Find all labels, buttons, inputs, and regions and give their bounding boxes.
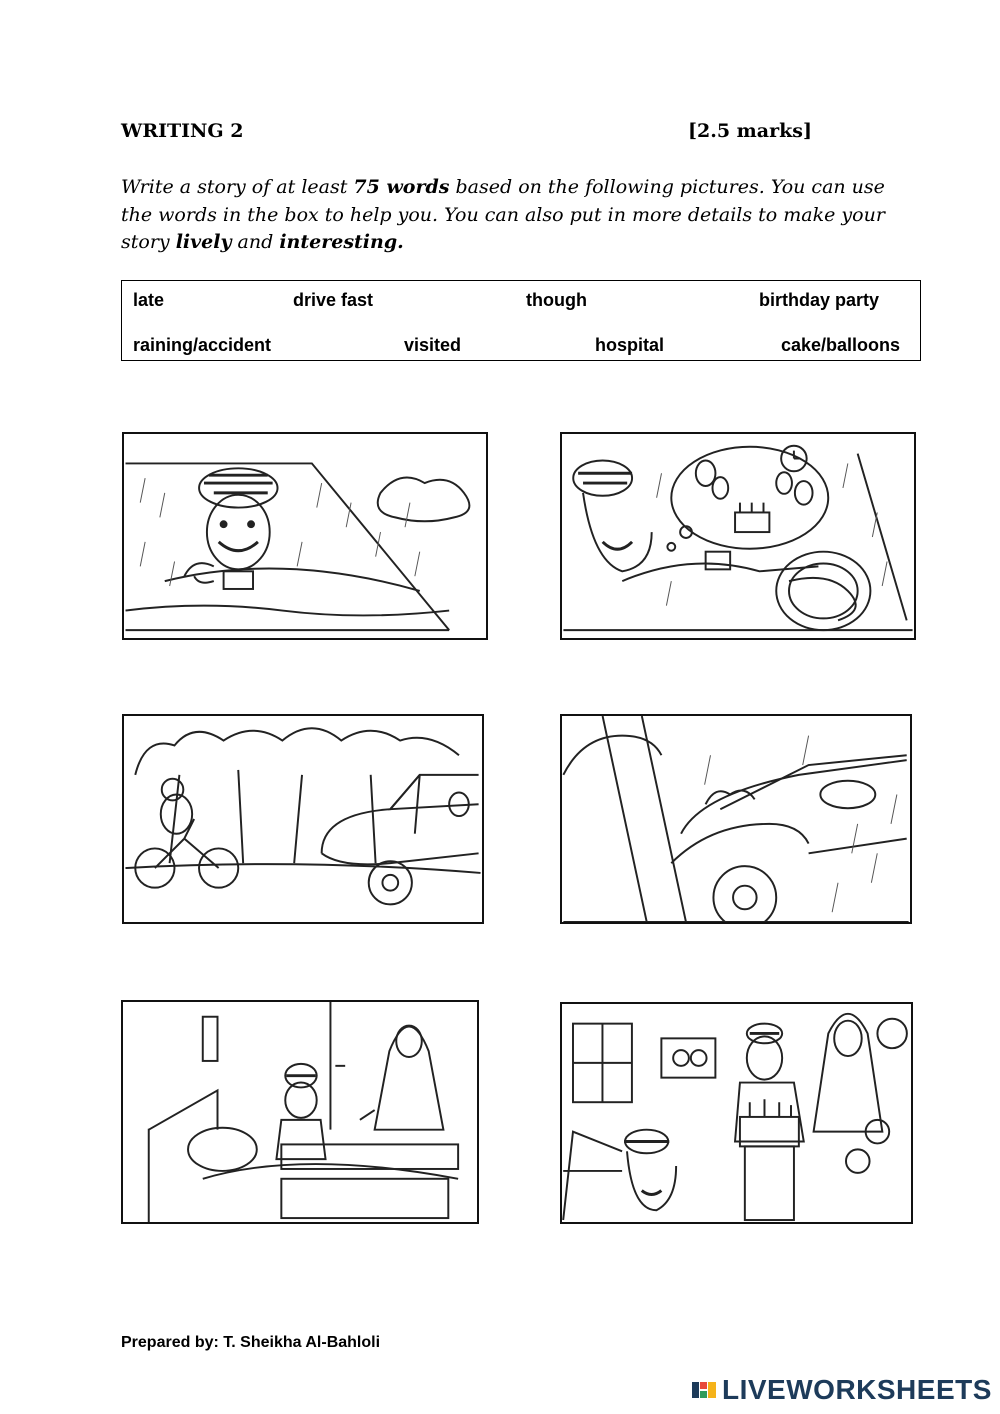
instructions-bold-word-count: 75 words <box>353 176 450 198</box>
word-box <box>121 280 921 361</box>
car-crash-into-tree-illustration <box>560 714 912 924</box>
instructions-bold-interesting: interesting. <box>279 231 404 253</box>
word-cake-balloons: cake/balloons <box>781 335 901 355</box>
birthday-celebration-illustration <box>560 1002 913 1224</box>
word-raining-accident: raining/accident <box>133 335 272 355</box>
liveworksheets-logo <box>690 1374 992 1406</box>
man-dreaming-of-party-illustration <box>560 432 916 640</box>
cyclist-and-car-illustration <box>122 714 484 924</box>
man-dreaming-of-party-drawing <box>562 434 914 638</box>
hospital-visit-drawing <box>123 1002 477 1222</box>
car-crash-into-tree-drawing <box>562 716 910 922</box>
prepared-by-credit: Prepared by: T. Sheikha Al-Bahloli <box>121 1334 381 1351</box>
instructions-part-3: and <box>231 231 280 253</box>
liveworksheets-wordmark: LIVEWORKSHEETS <box>722 1374 992 1405</box>
word-visited: visited <box>404 335 462 355</box>
man-driving-in-rain-illustration <box>122 432 488 640</box>
worksheet-title: WRITING 2 <box>121 120 244 142</box>
instructions-part-1: Write a story of at least <box>121 176 354 198</box>
word-though: though <box>526 290 587 310</box>
word-late: late <box>133 290 165 310</box>
marks-label: [2.5 marks] <box>688 120 812 142</box>
instructions-part-2: based on the following pictures. You can use the words in the box to help you. You can also put in more details to make your story <box>121 176 885 253</box>
instructions-text <box>121 174 901 257</box>
cyclist-and-car-drawing <box>124 716 482 922</box>
instructions-bold-lively: lively <box>175 231 232 253</box>
birthday-celebration-drawing <box>562 1004 911 1222</box>
word-drive-fast: drive fast <box>293 290 374 310</box>
man-driving-in-rain-drawing <box>124 434 486 638</box>
word-birthday-party: birthday party <box>759 290 880 310</box>
liveworksheets-logo-icon <box>690 1376 718 1404</box>
hospital-visit-illustration <box>121 1000 479 1224</box>
word-hospital: hospital <box>595 335 665 355</box>
